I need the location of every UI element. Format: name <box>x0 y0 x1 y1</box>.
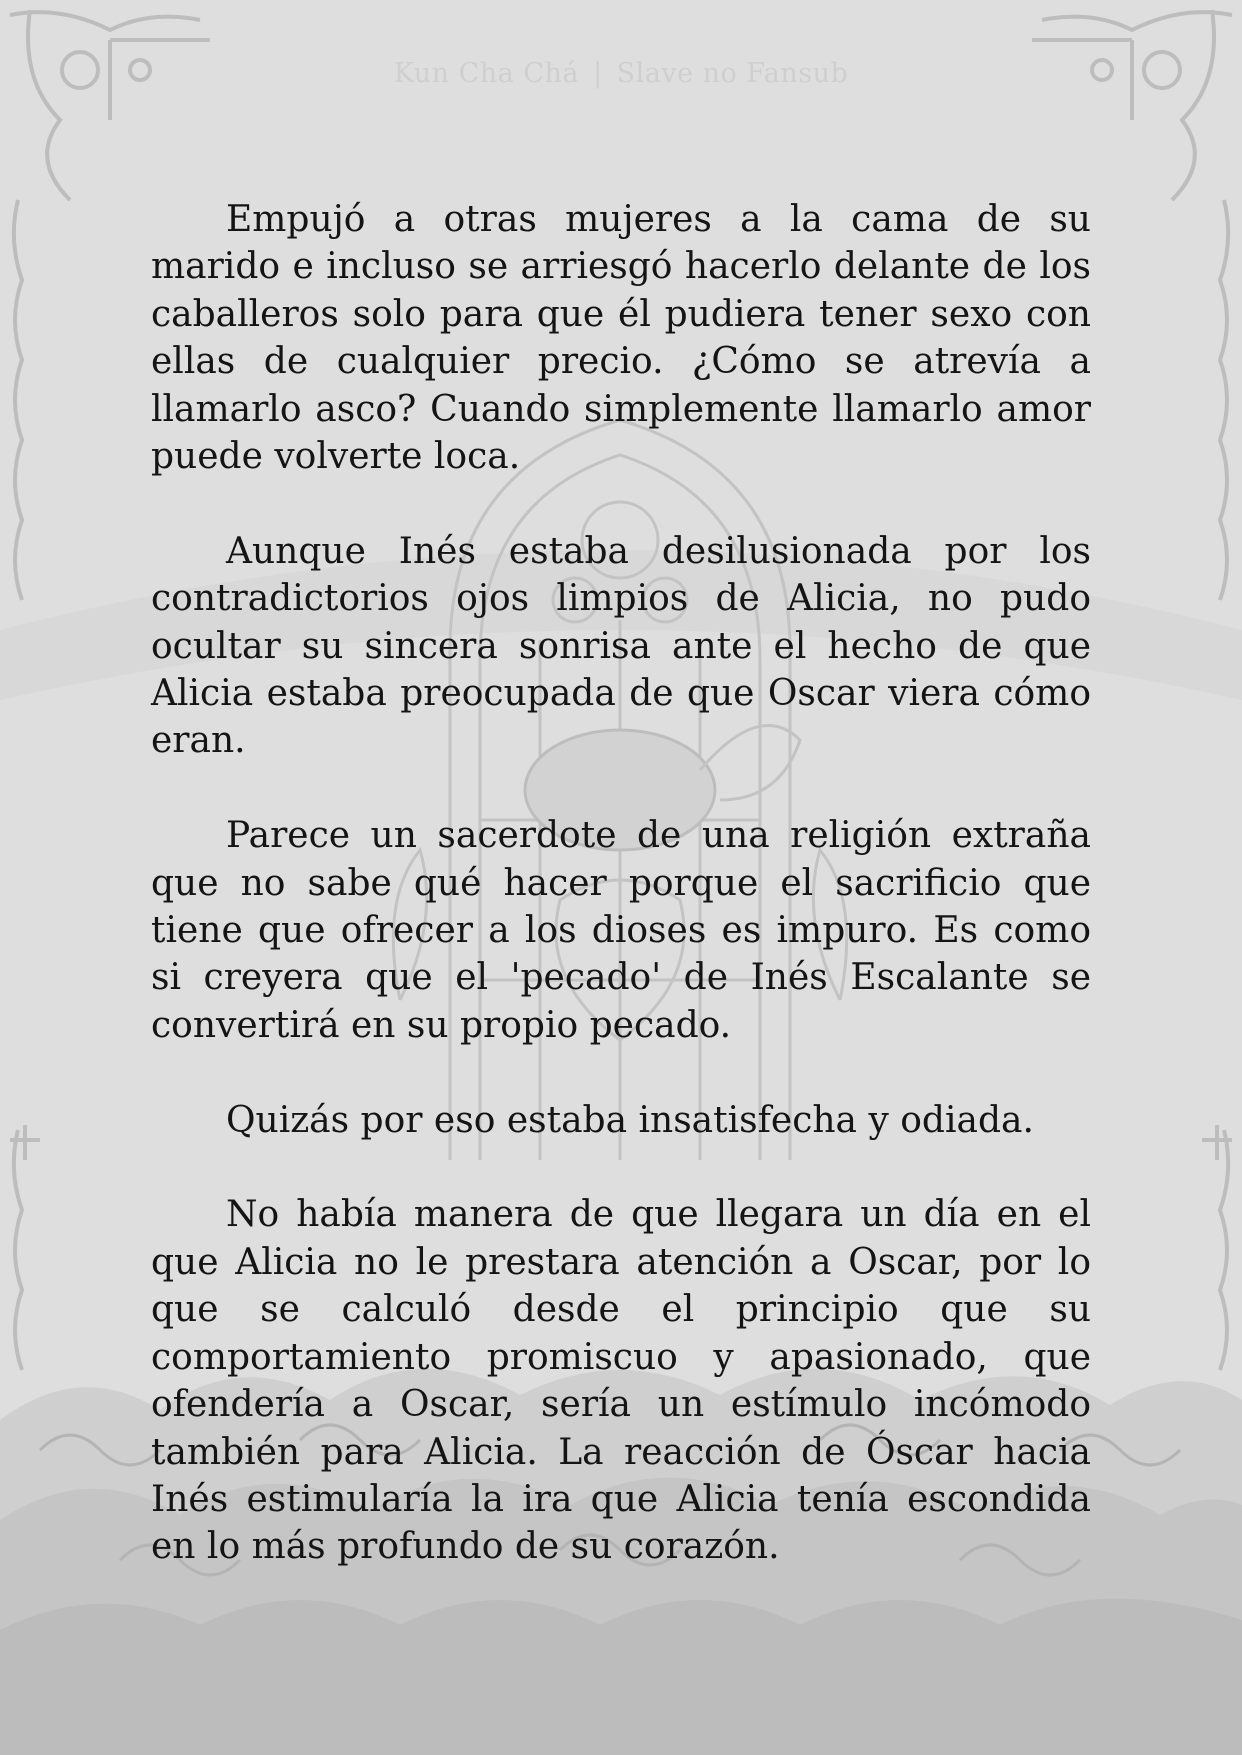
credit-right: Slave no Fansub <box>616 58 849 89</box>
paragraph-4: Quizás por eso estaba insatisfecha y odiada. <box>226 1099 1034 1141</box>
scanlation-credit-header <box>0 58 1242 89</box>
paragraph-2: Aunque Inés estaba desilusionada por los contradictorios ojos limpios de Alicia, no pudo ocultar su sincera sonrisa ante el hecho de que Alicia estaba preocupada de que Oscar viera cómo eran. <box>151 530 1091 762</box>
paragraph-3: Parece un sacerdote de una religión extraña que no sabe qué hacer porque el sacrificio que tiene que ofrecer a los dioses es impuro. Es como si creyera que el 'pecado' de Inés Escalante se convertirá en su propio pecado. <box>151 815 1091 1046</box>
novel-page-body <box>151 196 1091 1618</box>
credit-separator: | <box>593 58 603 89</box>
paragraph-5: No había manera de que llegara un día en el que Alicia no le prestara atención a Oscar, por lo que se calculó desde el principio que su comportamiento promiscuo y apasionado, que ofendería a Oscar, sería un estímulo incómodo también para Alicia. La reacción de Óscar hacia Inés estimularía la ira que Alicia tenía escondida en lo más profundo de su corazón. <box>151 1194 1091 1568</box>
credit-left: Kun Cha Chá <box>393 58 579 89</box>
paragraph-1: Empujó a otras mujeres a la cama de su marido e incluso se arriesgó hacerlo delante de los caballeros solo para que él pudiera tener sexo con ellas de cualquier precio. ¿Cómo se atrevía a llamarlo asco? Cuando simplemente llamarlo amor puede volverte loca. <box>151 199 1091 478</box>
